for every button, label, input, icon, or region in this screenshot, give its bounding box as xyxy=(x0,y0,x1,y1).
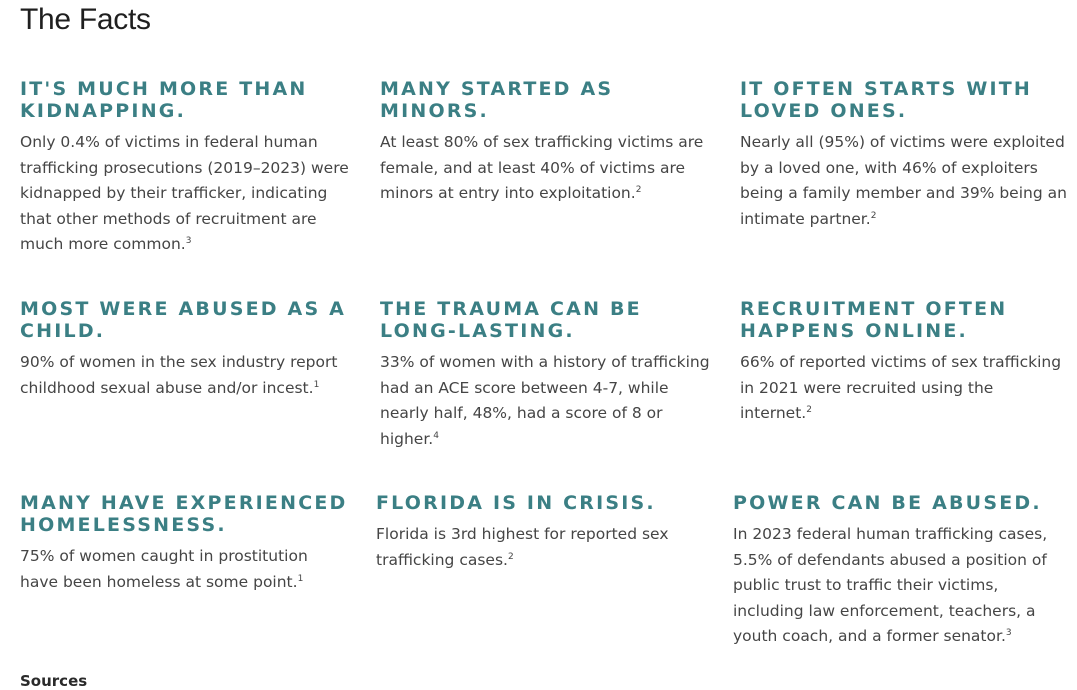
page-title: The Facts xyxy=(20,3,151,36)
footnote-ref[interactable]: 2 xyxy=(507,551,514,562)
footnote-ref[interactable]: 1 xyxy=(297,573,304,584)
footnote-ref[interactable]: 1 xyxy=(313,379,320,390)
fact-minors xyxy=(380,78,710,207)
fact-heading: THE TRAUMA CAN BE LONG-LASTING. xyxy=(380,298,642,342)
fact-florida xyxy=(376,492,706,573)
fact-heading: MOST WERE ABUSED AS A CHILD. xyxy=(20,298,347,342)
fact-heading: MANY STARTED AS MINORS. xyxy=(380,78,614,122)
fact-heading: IT'S MUCH MORE THAN KIDNAPPING. xyxy=(20,78,308,122)
footnote-ref[interactable]: 2 xyxy=(806,405,812,416)
footnote-ref[interactable]: 3 xyxy=(1005,628,1012,639)
fact-kidnapping xyxy=(20,78,350,258)
fact-child-abuse xyxy=(20,298,350,401)
fact-body: Only 0.4% of victims in federal human trafficking prosecutions (2019–2023) were kidnapped by their trafficker, indicating that other methods of recruitment are much more common.$^3$ xyxy=(20,133,349,254)
fact-body: 90% of women in the sex industry report childhood sexual abuse and/or incest.$^1$ xyxy=(20,353,338,397)
footnote-ref[interactable]: 2 xyxy=(870,210,877,221)
fact-heading: MANY HAVE EXPERIENCED HOMELESSNESS. xyxy=(20,492,348,536)
fact-power-abuse xyxy=(733,492,1063,650)
fact-online-recruitment xyxy=(740,298,1070,427)
fact-body: At least 80% of sex trafficking victims are female, and at least 40% of victims are minors at entry into exploitation.$^2$ xyxy=(380,133,704,203)
fact-body: 75% of women caught in prostitution have been homeless at some point.$^1$ xyxy=(20,547,308,591)
footnote-ref[interactable]: 4 xyxy=(433,430,439,441)
fact-homelessness xyxy=(20,492,350,595)
footnote-ref[interactable]: 3 xyxy=(185,236,192,247)
fact-heading: IT OFTEN STARTS WITH LOVED ONES. xyxy=(740,78,1033,122)
fact-heading: RECRUITMENT OFTEN HAPPENS ONLINE. xyxy=(740,298,1008,342)
fact-body: Nearly all (95%) of victims were exploited by a loved one, with 46% of exploiters being a family member and 39% being an intimate partner.$^2$ xyxy=(740,133,1067,228)
sources-heading: Sources xyxy=(20,672,88,690)
fact-body: 33% of women with a history of trafficking had an ACE score between 4-7, while nearly half, 48%, had a score of 8 or higher.$^4$ xyxy=(380,353,710,448)
fact-body: 66% of reported victims of sex trafficking in 2021 were recruited using the internet.$^2$ xyxy=(740,353,1062,423)
fact-heading: POWER CAN BE ABUSED. xyxy=(733,492,1042,514)
fact-body: In 2023 federal human trafficking cases, 5.5% of defendants abused a position of public trust to traffic their victims, including law enforcement, teachers, a youth coach, and a former senator.$^3$ xyxy=(733,525,1048,646)
fact-trauma xyxy=(380,298,710,452)
fact-heading: FLORIDA IS IN CRISIS. xyxy=(376,492,656,514)
fact-body: Florida is 3rd highest for reported sex trafficking cases.$^2$ xyxy=(376,525,669,569)
footnote-ref[interactable]: 2 xyxy=(635,185,642,196)
fact-loved-ones xyxy=(740,78,1070,232)
